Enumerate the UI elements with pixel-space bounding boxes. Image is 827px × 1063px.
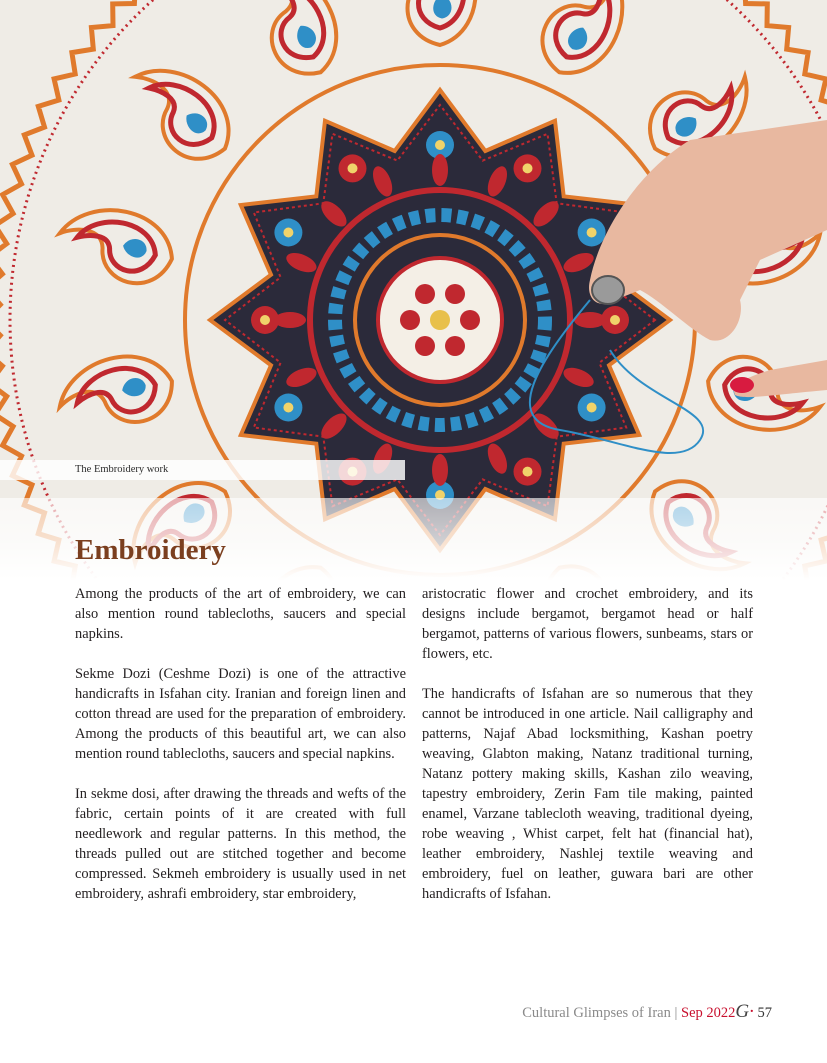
- paragraph: Among the products of the art of embroidery, we can also mention round tablecloths, saucers and special napkins.: [75, 586, 406, 642]
- flower-center: [348, 163, 358, 173]
- center-petal: [415, 284, 435, 304]
- ring-jewelry: [592, 276, 624, 304]
- flower-center: [610, 315, 620, 325]
- flower-center: [283, 228, 293, 238]
- flower-center: [587, 403, 597, 413]
- center-dot: [430, 310, 450, 330]
- page-number: 57: [757, 1005, 772, 1021]
- paragraph: Sekme Dozi (Ceshme Dozi) is one of the attractive handicrafts in Isfahan city. Iranian and foreign linen and cotton thread are used for the preparation of embroidery. Among the products of this beautiful art, we can also mention round tablecloths, saucers and special napkins.: [75, 666, 406, 762]
- footer-separator: |: [674, 1005, 678, 1021]
- leaf-motif: [432, 454, 448, 486]
- flower-center: [435, 140, 445, 150]
- flower-center: [260, 315, 270, 325]
- caption-bar: [0, 460, 405, 480]
- magazine-logo-icon: G·: [735, 1001, 754, 1022]
- photo-caption: The Embroidery work: [75, 464, 169, 475]
- article-title: Embroidery: [75, 534, 226, 566]
- flower-center: [523, 163, 533, 173]
- paragraph: In sekme dosi, after drawing the threads and wefts of the fabric, certain points of it are created with full needlework and regular patterns. In this method, the threads pulled out are stitched together and become compressed. Sekmeh embroidery is usually used in net embroidery, ashrafi embroidery, star embroidery,: [75, 786, 406, 902]
- center-petal: [415, 336, 435, 356]
- leaf-motif: [432, 154, 448, 186]
- magazine-name: Cultural Glimpses of Iran: [522, 1005, 671, 1021]
- center-petal: [400, 310, 420, 330]
- center-petal: [445, 284, 465, 304]
- center-petal: [460, 310, 480, 330]
- fingernail: [730, 377, 754, 393]
- page-footer: [522, 1002, 772, 1023]
- article-column-left: [75, 584, 406, 924]
- flower-center: [283, 403, 293, 413]
- center-petal: [445, 336, 465, 356]
- article-column-right: [422, 584, 753, 924]
- flower-center: [587, 228, 597, 238]
- leaf-motif: [274, 312, 306, 328]
- flower-center: [523, 467, 533, 477]
- paragraph: The handicrafts of Isfahan are so numerous that they cannot be introduced in one article. Nail calligraphy and patterns, Najaf Abad locksmithing, Kashan poetry weaving, Glabton making, Natanz traditional turning, Natanz pottery making skills, Kashan zilo weaving, tapestry embroidery, Zerin Fam tile making, painted enamel, Varzane tablecloth weaving, traditional dyeing, robe weaving , Whist carpet, felt hat (financial hat), leather embroidery, Nashlej textile weaving and embroidery, fuel on leather, guwara bari are other handicrafts of Isfahan.: [422, 686, 753, 902]
- issue-date: Sep 2022: [681, 1005, 736, 1021]
- paragraph: aristocratic flower and crochet embroidery, and its designs include bergamot, bergamot head or half bergamot, patterns of various flowers, sunbeams, stars or flowers, etc.: [422, 586, 753, 662]
